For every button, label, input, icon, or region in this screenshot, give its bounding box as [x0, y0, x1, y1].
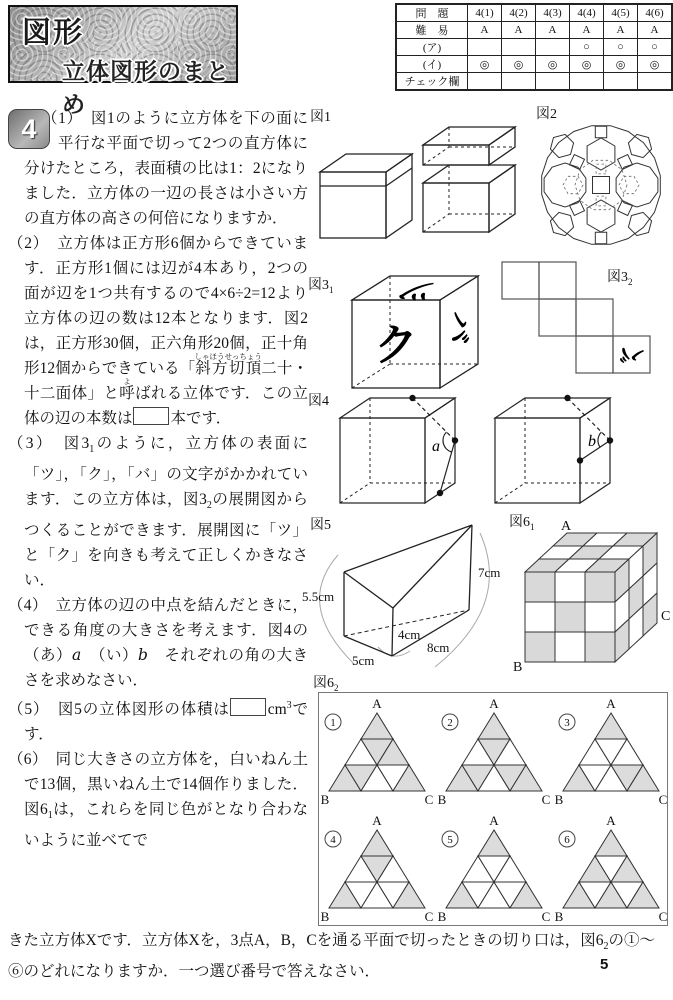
- table-cell: ◎: [570, 56, 604, 73]
- table-cell: [604, 73, 638, 91]
- problem-paragraph: [8, 106, 308, 231]
- option-vertex-c: C: [658, 792, 668, 807]
- page-title-box: [8, 5, 238, 117]
- text-segment: 二十・十二面体」と: [24, 360, 308, 402]
- fig2-polyhedron-diagram: [533, 112, 673, 264]
- table-cell: ◎: [536, 56, 570, 73]
- problem-paragraph: [8, 231, 308, 431]
- fig4-angle-diagram: [312, 392, 672, 512]
- fig6-1-label: 図$6_1$: [509, 515, 535, 532]
- text-segment: cm: [267, 701, 287, 719]
- option-vertex-c: C: [424, 909, 434, 924]
- text-segment: のように，立方体の表面に「ツ」，「ク」，「バ」の文字がかかれています．この立方体は，図3: [24, 435, 308, 509]
- fig6-1-front-cell: [585, 632, 615, 662]
- fig6-2-option-triangles: [319, 693, 666, 924]
- text-segment: b: [138, 646, 148, 665]
- option-vertex-b: B: [320, 792, 330, 807]
- fig6-2-option: [438, 813, 551, 924]
- fig5-label: 図5: [310, 518, 331, 533]
- fig6-2-subtriangle: [595, 830, 627, 856]
- text-segment: の①～⑥のどれになりますか．一つ選び番号で答えなさい．: [8, 932, 656, 981]
- fig2-face-polygon: [542, 126, 661, 245]
- table-cell: 4(1): [468, 4, 502, 22]
- option-vertex-b: B: [554, 909, 564, 924]
- fig4-angle-b-label: b: [588, 433, 596, 450]
- fig5-solid-diagram: [300, 515, 510, 677]
- page-number: 5: [600, 956, 609, 973]
- table-row: [396, 39, 672, 56]
- fig6-1-front-cell: [585, 572, 615, 602]
- problem-paragraph: [8, 747, 308, 853]
- table-cell: ◎: [638, 56, 673, 73]
- table-cell: [502, 39, 536, 56]
- text-segment: 3: [286, 700, 292, 712]
- table-cell: 4(6): [638, 4, 673, 22]
- text-segment: 2: [206, 500, 212, 512]
- text-segment: （5） 図5の立体図形の体積は: [8, 701, 230, 719]
- fig6-1-front-cell: [525, 572, 555, 602]
- fig2-hidden-face-polygon: [596, 196, 606, 206]
- fig2-face-polygon: [550, 212, 573, 235]
- text-segment: （6） 同じ大きさの立方体を，白いねん土で13個，黒いねん土で14個作りました．図6: [8, 751, 308, 819]
- fig5-dim-middle: 4cm: [398, 627, 421, 642]
- fig6-2-option: [321, 696, 434, 807]
- fig6-2-option: [555, 813, 668, 924]
- text-segment: a: [72, 646, 82, 665]
- table-cell: A: [536, 22, 570, 39]
- fig2-face-polygon: [595, 126, 606, 137]
- table-row-header: 難 易: [396, 22, 468, 39]
- text-segment: 本です．: [170, 410, 232, 427]
- table-cell: ◎: [502, 56, 536, 73]
- fig2-hidden-face-polygon: [563, 176, 583, 193]
- fig3-1-front-char: ク: [374, 321, 418, 370]
- table-cell: A: [638, 22, 673, 39]
- problem-paragraph: [8, 593, 308, 693]
- option-vertex-c: C: [658, 909, 668, 924]
- table-cell: [570, 73, 604, 91]
- fig6-2-option: [438, 696, 551, 807]
- problem-paragraph: [8, 693, 308, 747]
- table-cell: [536, 73, 570, 91]
- option-vertex-c: C: [424, 792, 434, 807]
- option-vertex-a: A: [489, 813, 499, 828]
- fig3-1-cube-characters: [338, 268, 490, 400]
- fig3-2-label: 図$3_2$: [607, 270, 633, 287]
- text-segment: ばれる立体です．この立体の辺の本数は: [24, 385, 308, 427]
- text-segment: は，これらを同じ色がとなり合わないように並べてで: [24, 801, 308, 850]
- fig6-1-front-cell: [585, 602, 615, 632]
- table-row: [396, 22, 672, 39]
- fig2-hidden-face-polygon: [596, 164, 606, 174]
- table-row-header: (ア): [396, 39, 468, 56]
- fig5-dim-bottom: 8cm: [427, 640, 450, 655]
- option-vertex-a: A: [606, 813, 616, 828]
- option-number: 6: [564, 834, 570, 846]
- text-segment: 斜方切頂しゃほうせっちょう: [194, 352, 262, 377]
- fig3-1-top-char: ツ: [390, 274, 446, 307]
- text-segment: それぞれの角の大きさを求めなさい．: [24, 647, 308, 690]
- fig6-2-subtriangle: [478, 830, 510, 856]
- table-cell: ○: [604, 39, 638, 56]
- table-cell: A: [570, 22, 604, 39]
- fig6-2-subtriangle: [361, 713, 393, 739]
- fig6-2-label: 図$6_2$: [313, 676, 339, 693]
- fig6-2-option: [555, 696, 668, 807]
- problem-paragraph: [8, 431, 308, 593]
- answer-blank-box: [230, 698, 266, 716]
- fig6-1-corner-c: C: [661, 609, 671, 624]
- table-cell: [638, 73, 673, 91]
- text-segment: （3） 図3: [8, 435, 90, 452]
- problem-paragraphs: [8, 106, 308, 853]
- table-cell: A: [604, 22, 638, 39]
- table-row: [396, 56, 672, 73]
- fig6-1-front-cell: [555, 572, 585, 602]
- fig3-1-label: 図$3_1$: [308, 278, 334, 295]
- table-cell: ◎: [604, 56, 638, 73]
- text-segment: （い）: [81, 647, 139, 665]
- option-vertex-b: B: [320, 909, 330, 924]
- fig2-face-polygon: [587, 200, 615, 232]
- text-segment: きた立方体Xです．立方体Xを，3点A，B，Cを通る平面で切ったときの切り口は，図6: [8, 932, 604, 949]
- table-cell: 4(3): [536, 4, 570, 22]
- fig6-1-front-cell: [525, 632, 555, 662]
- fig6-2-options-frame: [318, 692, 668, 926]
- table-cell: A: [468, 22, 502, 39]
- table-cell: A: [502, 22, 536, 39]
- fig5-dim-right: 7cm: [478, 565, 501, 580]
- option-number: 4: [330, 834, 336, 846]
- table-row: [396, 73, 672, 91]
- option-vertex-b: B: [554, 792, 564, 807]
- table-cell: [468, 39, 502, 56]
- closing-text: [8, 928, 666, 984]
- text-segment: 2: [603, 941, 609, 953]
- text-segment: 1: [47, 810, 53, 822]
- fig4-label: 図4: [308, 394, 329, 409]
- fig6-1-corner-a: A: [561, 519, 572, 534]
- table-cell: 4(4): [570, 4, 604, 22]
- fig2-label: 図2: [536, 107, 557, 122]
- table-row: [396, 4, 672, 22]
- table-row-header: チェック欄: [396, 73, 468, 91]
- fig2-face-polygon: [587, 138, 615, 170]
- text-segment: 1: [89, 444, 95, 456]
- fig2-face-polygon: [628, 212, 651, 235]
- page-title: 立体図形のまとめ: [62, 58, 230, 117]
- fig6-2-option: [321, 813, 434, 924]
- fig1-cube-cut-diagram: [312, 118, 534, 268]
- table-cell: ◎: [468, 56, 502, 73]
- text-segment: 呼よ: [119, 377, 136, 402]
- fig6-2-subtriangle: [361, 830, 393, 856]
- option-vertex-c: C: [541, 792, 551, 807]
- table-cell: [536, 39, 570, 56]
- fig2-face-polygon: [550, 134, 573, 157]
- option-vertex-b: B: [437, 909, 447, 924]
- option-number: 5: [447, 834, 453, 846]
- option-number: 1: [330, 717, 336, 729]
- option-vertex-a: A: [606, 696, 616, 711]
- option-vertex-a: A: [489, 696, 499, 711]
- table-row-header: (イ): [396, 56, 468, 73]
- fig2-hidden-face-polygon: [619, 176, 639, 193]
- fig1-label: 図1: [310, 110, 331, 125]
- answer-blank-box: [133, 407, 169, 425]
- option-number: 2: [447, 717, 453, 729]
- option-vertex-c: C: [541, 909, 551, 924]
- text-segment: （2） 立方体は正方形6個からできています．正方形1個には辺が4本あり，2つの面が辺を1つ共有するので4×6÷2=12より立方体の辺の数は12本となります．図2は，正方形30個，正六角形20個，正十角形12個からできている「: [8, 235, 308, 377]
- fig4-angle-a-label: a: [432, 438, 440, 455]
- fig6-1-checkerboard-cube: [503, 518, 673, 676]
- fig2-face-polygon: [628, 134, 651, 157]
- table-cell: 4(2): [502, 4, 536, 22]
- fig5-dim-left: 5.5cm: [302, 589, 335, 604]
- option-vertex-a: A: [372, 696, 382, 711]
- problem-text-column: [8, 106, 308, 853]
- fig6-1-front-cell: [555, 632, 585, 662]
- fig3-1-right-char: バ: [442, 310, 476, 346]
- fig6-1-front-cell: [525, 602, 555, 632]
- fig6-1-front-cell: [555, 602, 585, 632]
- text-segment: （4） 立方体の辺の中点を結んだときに，できる角度の大きさを考えます．図4の（あ）: [8, 597, 308, 665]
- fig2-face-polygon: [593, 177, 610, 194]
- difficulty-table: [395, 3, 673, 91]
- text-segment: です．: [24, 701, 308, 744]
- fig3-2-net-char: バ: [617, 338, 646, 369]
- fig5-dim-front: 5cm: [352, 653, 375, 668]
- fig6-1-corner-b: B: [513, 660, 523, 675]
- page-category: 図形: [22, 17, 85, 49]
- table-cell: [468, 73, 502, 91]
- text-segment: （1） 図1のように立方体を下の面に平行な平面で切って2つの直方体に分けたところ，表面積の比は1：2になりました．立方体の一辺の長さは小さい方の直方体の高さの何倍になりますか．: [24, 110, 308, 227]
- option-number: 3: [564, 717, 570, 729]
- fig6-2-subtriangle: [478, 713, 510, 739]
- table-cell: 4(5): [604, 4, 638, 22]
- table-cell: ○: [638, 39, 673, 56]
- option-vertex-a: A: [372, 813, 382, 828]
- text-segment: の展開図からつくることができます．展開図に「ツ」と「ク」を向きも考えて正しくかきなさい．: [24, 491, 308, 590]
- fig6-2-subtriangle: [595, 713, 627, 739]
- option-vertex-b: B: [437, 792, 447, 807]
- problem-number-badge: 4: [8, 109, 50, 149]
- table-cell: [502, 73, 536, 91]
- table-cell: ○: [570, 39, 604, 56]
- table-row-header: 問 題: [396, 4, 468, 22]
- fig3-2-net-diagram: [496, 252, 666, 384]
- fig2-face-polygon: [595, 232, 606, 243]
